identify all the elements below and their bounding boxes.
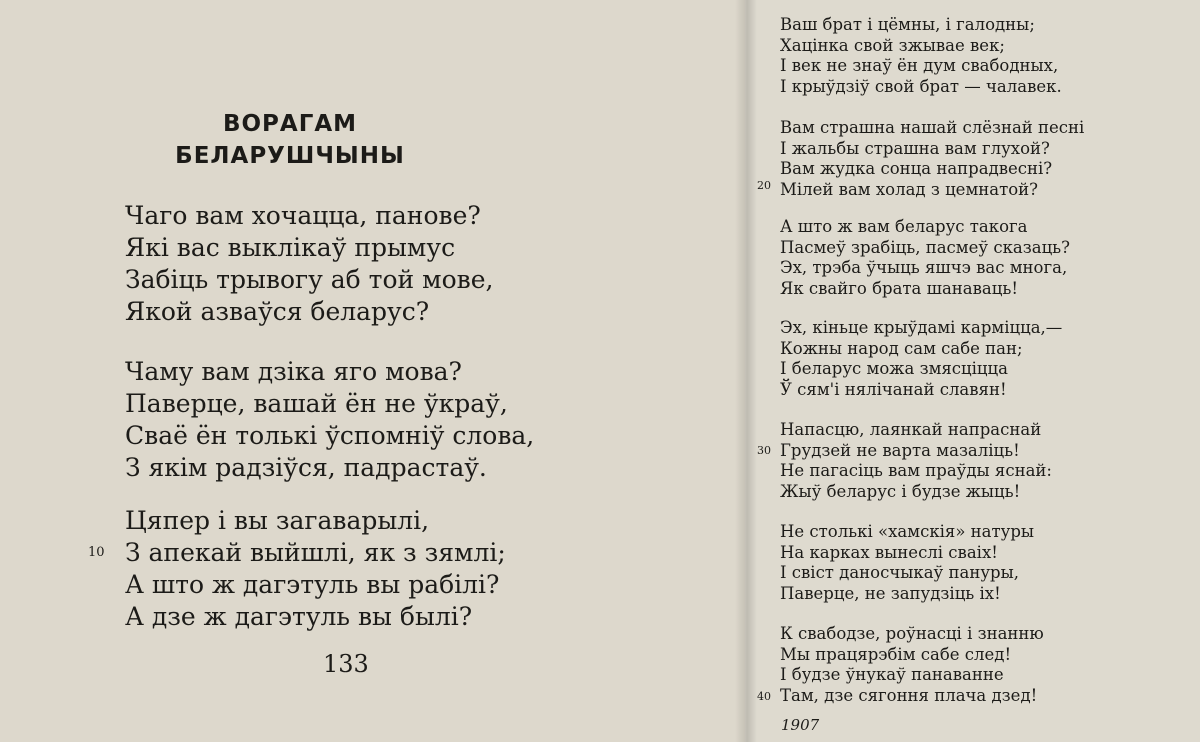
verse-line: І жальбы страшна вам глухой? xyxy=(780,138,1050,158)
stanza-right-4 xyxy=(780,318,1062,400)
poem-title-line-1: ВОРАГАМ xyxy=(222,111,358,137)
verse-line: З апекай выйшлі, як з зямлі; xyxy=(125,538,506,567)
verse-line: Ваш брат і цёмны, і галодны; xyxy=(780,15,1035,34)
stanza-left-1 xyxy=(125,200,493,328)
verse-line: Якой азваўся беларус? xyxy=(125,297,430,326)
verse-line: Эх, трэба ўчыць яшчэ вас многа, xyxy=(780,258,1068,278)
line-number-20: 20 xyxy=(757,179,771,192)
verse-line: А што ж дагэтуль вы рабілі? xyxy=(125,570,500,599)
line-number-40: 40 xyxy=(757,690,771,703)
verse-line: Ў сям'і нялічанай славян! xyxy=(780,379,1007,399)
verse-line: Пасмеў зрабіць, пасмеў сказаць? xyxy=(780,237,1071,257)
verse-line: А дзе ж дагэтуль вы былі? xyxy=(125,602,473,631)
verse-line: І крыўдзіў свой брат — чалавек. xyxy=(780,76,1062,96)
verse-line: Як свайго брата шанаваць! xyxy=(780,278,1018,298)
verse-line: Вам страшна нашай слёзнай песні xyxy=(780,118,1085,137)
verse-line: Хацінка свой зжывае век; xyxy=(780,35,1005,55)
verse-line: І век не знаў ён дум свабодных, xyxy=(780,56,1059,76)
stanza-right-7 xyxy=(780,624,1044,706)
line-number-10: 10 xyxy=(88,545,105,560)
verse-line: Чаго вам хочацца, панове? xyxy=(125,201,481,230)
verse-line: І будзе ўнукаў панаванне xyxy=(780,665,1004,685)
verse-line: Там, дзе сягоння плача дзед! xyxy=(780,685,1038,705)
stanza-left-2 xyxy=(125,356,534,484)
verse-line: Які вас выклікаў прымус xyxy=(125,233,456,262)
verse-line: К свабодзе, роўнасці і знанню xyxy=(780,624,1044,643)
poem-year: 1907 xyxy=(781,716,820,734)
stanza-right-5 xyxy=(780,420,1052,502)
stanza-right-2 xyxy=(780,118,1084,200)
verse-line: З якім радзіўся, падрастаў. xyxy=(125,453,487,482)
verse-line: Забіць трывогу аб той мове, xyxy=(125,265,494,294)
verse-line: Напасцю, лаянкай напраснай xyxy=(780,420,1042,439)
stanza-left-3 xyxy=(125,505,506,633)
stanza-right-1 xyxy=(780,15,1062,97)
verse-line: Паверце, не запудзіць іх! xyxy=(780,583,1001,603)
verse-line: Цяпер і вы загаварылі, xyxy=(125,506,430,535)
page-number: 133 xyxy=(323,650,369,678)
book-gutter xyxy=(735,0,757,742)
verse-line: А што ж вам беларус такога xyxy=(780,217,1028,236)
verse-line: Сваё ён толькі ўспомніў слова, xyxy=(125,421,535,450)
verse-line: Не пагасіць вам праўды яснай: xyxy=(780,461,1052,481)
stanza-right-3 xyxy=(780,217,1070,299)
verse-line: Мілей вам холад з цемнатой? xyxy=(780,179,1039,199)
verse-line: Эх, кіньце крыўдамі карміцца,— xyxy=(780,318,1063,337)
verse-line: Грудзей не варта мазаліць! xyxy=(780,440,1020,460)
verse-line: На карках вынеслі сваіх! xyxy=(780,542,998,562)
poem-title-line-2: БЕЛАРУШЧЫНЫ xyxy=(175,143,405,169)
verse-line: І свіст даносчыкаў пануры, xyxy=(780,563,1019,583)
stanza-right-6 xyxy=(780,522,1034,604)
verse-line: Не столькі «хамскія» натуры xyxy=(780,522,1035,541)
line-number-30: 30 xyxy=(757,444,771,457)
verse-line: Мы працярэбім сабе след! xyxy=(780,644,1012,664)
verse-line: І беларус можа змясціцца xyxy=(780,359,1008,379)
poem-title xyxy=(120,108,460,172)
verse-line: Кожны народ сам сабе пан; xyxy=(780,338,1023,358)
verse-line: Вам жудка сонца напрадвесні? xyxy=(780,159,1053,179)
verse-line: Чаму вам дзіка яго мова? xyxy=(125,357,462,386)
verse-line: Жыў беларус і будзе жыць! xyxy=(780,481,1021,501)
verse-line: Паверце, вашай ён не ўкраў, xyxy=(125,389,508,418)
